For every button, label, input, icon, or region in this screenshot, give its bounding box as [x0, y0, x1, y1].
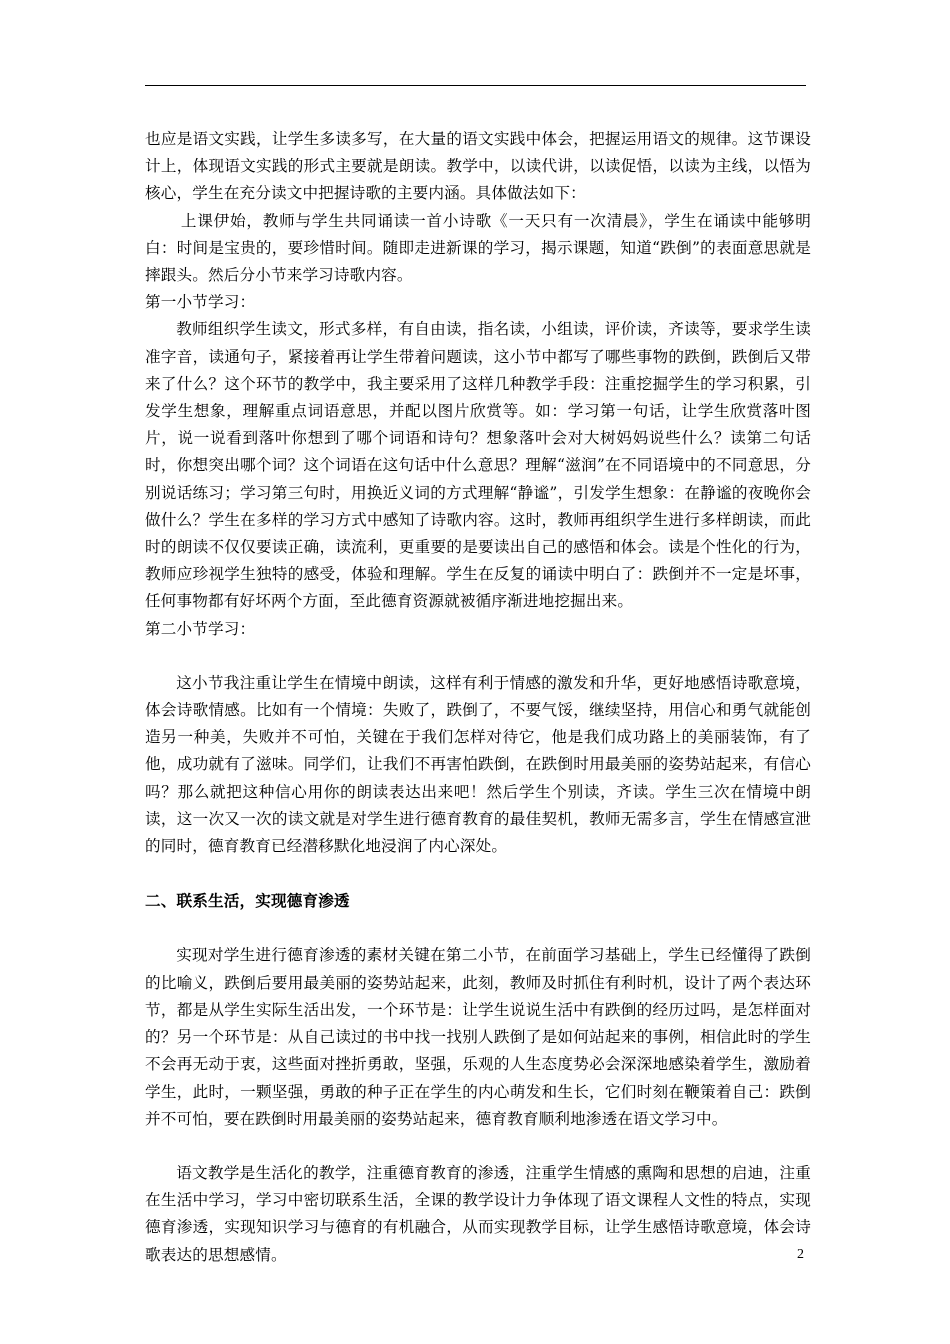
paragraph-intro-continued: 也应是语文实践，让学生多读多写，在大量的语文实践中体会，把握运用语文的规律。这节课设计上，体现语文实践的形式主要就是朗读。教学中，以读代讲，以读促悟，以读为主线，以悟为核心，学生在充分读文中把握诗歌的主要内涵。具体做法如下： [145, 130, 811, 203]
subheading-second-section: 第二小节学习： [145, 619, 256, 638]
page-number: 2 [797, 1247, 804, 1262]
header-rule [145, 85, 806, 86]
paragraph-lesson-start: 上课伊始，教师与学生共同诵读一首小诗歌《一天只有一次清晨》，学生在诵读中能够明白：时间是宝贵的，要珍惜时间。随即走进新课的学习，揭示课题，知道“跌倒”的表面意思就是摔跟头。然后分小节来学习诗歌内容。 [145, 211, 811, 285]
paragraph-moral-education: 实现对学生进行德育渗透的素材关键在第二小节，在前面学习基础上，学生已经懂得了跌倒的比喻义，跌倒后要用最美丽的姿势站起来，此刻，教师及时抓住有利时机，设计了两个表达环节，都是从学生实际生活出发，一个环节是：让学生说说生活中有跌倒的经历过吗，是怎样面对的？另一个环节是：从自己读过的书中找一找别人跌倒了是如何站起来的事例，相信此时的学生不会再无动于衷，这些面对挫折勇敢，坚强，乐观的人生态度势必会深深地感染着学生，激励着学生，此时，一颗坚强，勇敢的种子正在学生的内心萌发和生长，它们时刻在鞭策着自己：跌倒并不可怕，要在跌倒时用最美丽的姿势站起来，德育教育顺利地渗透在语文学习中。 [145, 946, 811, 1128]
subheading-first-section: 第一小节学习： [145, 293, 256, 312]
paragraph-first-section: 教师组织学生读文，形式多样，有自由读，指名读，小组读，评价读，齐读等，要求学生读准字音，读通句子，紧接着再让学生带着问题读，这小节中都写了哪些事物的跌倒，跌倒后又带来了什么？这个环节的教学中，我主要采用了这样几种教学手段：注重挖掘学生的学习积累，引发学生想象，理解重点词语意思，并配以图片欣赏等。如：学习第一句话，让学生欣赏落叶图片，说一说看到落叶你想到了哪个词语和诗句？想象落叶会对大树妈妈说些什么？读第二句话时，你想突出哪个词？这个词语在这句话中什么意思？理解“滋润”在不同语境中的不同意思，分别说话练习；学习第三句时，用换近义词的方式理解“静谧”，引发学生想象：在静谧的夜晚你会做什么？学生在多样的学习方式中感知了诗歌内容。这时，教师再组织学生进行多样朗读，而此时的朗读不仅仅要读正确，读流利，更重要的是要读出自己的感悟和体会。读是个性化的行为，教师应珍视学生独特的感受，体验和理解。学生在反复的诵读中明白了：跌倒并不一定是坏事，任何事物都有好坏两个方面，至此德育资源就被循序渐进地挖掘出来。 [145, 320, 811, 611]
paragraph-conclusion: 语文教学是生活化的教学，注重德育教育的渗透，注重学生情感的熏陶和思想的启迪，注重在生活中学习，学习中密切联系生活，全课的教学设计力争体现了语文课程人文性的特点，实现德育渗透，实现知识学习与德育的有机融合，从而实现教学目标，让学生感悟诗歌意境，体会诗歌表达的思想感情。 [145, 1163, 811, 1264]
document-body [145, 126, 811, 1269]
paragraph-second-section: 这小节我注重让学生在情境中朗读，这样有利于情感的激发和升华，更好地感悟诗歌意境，体会诗歌情感。比如有一个情境：失败了，跌倒了，不要气馁，继续坚持，用信心和勇气就能创造另一种美，失败并不可怕，关键在于我们怎样对待它，他是我们成功路上的美丽装饰，有了他，成功就有了滋味。同学们，让我们不再害怕跌倒，在跌倒时用最美丽的姿势站起来，有信心吗？那么就把这种信心用你的朗读表达出来吧！然后学生个别读，齐读。学生三次在情境中朗读，这一次又一次的读文就是对学生进行德育教育的最佳契机，教师无需多言，学生在情感宣泄的同时，德育教育已经潜移默化地浸润了内心深处。 [145, 673, 811, 856]
section-heading-life-connection: 二、联系生活，实现德育渗透 [145, 892, 350, 911]
